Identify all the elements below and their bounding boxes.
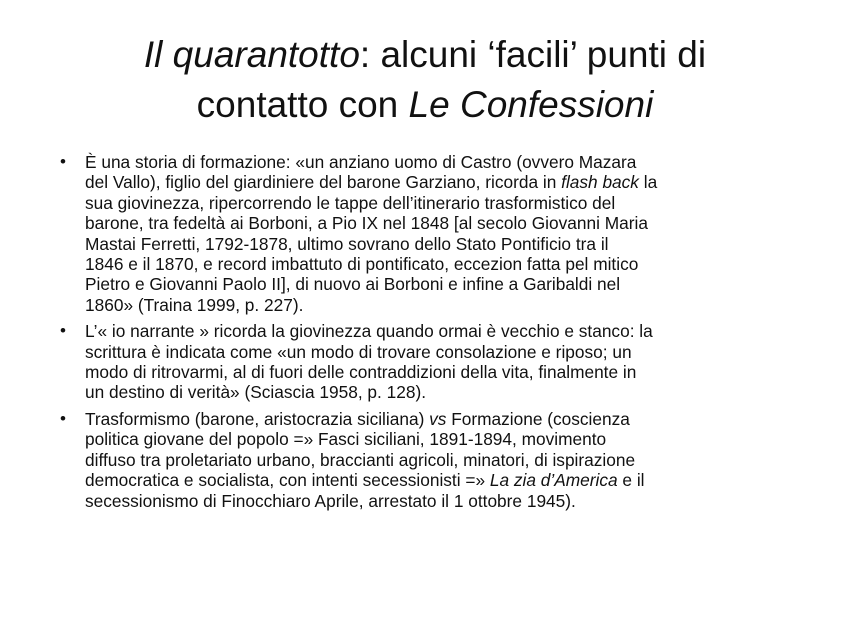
bullet-line: barone, tra fedeltà ai Borboni, a Pio IX nel 1848 [al secolo Giovanni Maria [85,213,648,234]
title-line-2 [40,80,810,130]
title-line-2-plain: contatto con [196,84,409,125]
bullet-line: L’« io narrante » ricorda la giovinezza quando ormai è vecchio e stanco: la [85,321,653,342]
bullet-line: diffuso tra proletariato urbano, braccianti agricoli, minatori, di ispirazione [85,449,636,470]
text-run: la [638,172,658,193]
title-line-1-rest: : alcuni ‘facili’ punti di [359,34,707,75]
bullet-line: secessionismo di Finocchiaro Aprile, arrestato il 1 ottobre 1945). [85,490,576,511]
bullet-line: Pietro e Giovanni Paolo II], di nuovo ai Borboni e infine a Garibaldi nel [85,274,621,295]
bullet-item [60,321,800,403]
bullet-dot: • [60,321,66,341]
bullet-item [60,152,800,315]
title-italic-le-confessioni: Le Confessioni [408,84,654,125]
text-run: Formazione (coscienza [446,408,630,429]
italic-flash-back: flash back [561,172,639,193]
bullet-line: un destino di verità» (Sciascia 1958, p. 128). [85,382,427,403]
bullet-line: 1860» (Traina 1999, p. 227). [85,294,304,315]
text-run: e il [617,470,645,491]
slide-title [40,30,810,130]
bullet-line: 1846 e il 1870, e record imbattuto di pontificato, eccezion fatta pel mitico [85,254,639,275]
bullet-line: sua giovinezza, ripercorrendo le tappe dell’itinerario trasformistico del [85,192,616,213]
bullet-dot: • [60,408,66,428]
bullet-line: È una storia di formazione: «un anziano uomo di Castro (ovvero Mazara [85,152,637,172]
title-line-1 [40,30,810,80]
text-run: Trasformismo (barone, aristocrazia siciliana) [85,408,430,429]
bullet-line: modo di ritrovarmi, al di fuori delle contraddizioni della vita, finalmente in [85,362,637,383]
title-italic-il-quarantotto: Il quarantotto [143,34,360,75]
bullet-line [85,470,800,490]
bullet-line: politica giovane del popolo =» Fasci siciliani, 1891-1894, movimento [85,429,607,450]
bullet-list [60,152,800,517]
bullet-line: scrittura è indicata come «un modo di trovare consolazione e riposo; un [85,341,632,362]
bullet-dot: • [60,152,66,171]
italic-vs: vs [429,408,447,429]
bullet-item [60,409,800,511]
bullet-line: Mastai Ferretti, 1792-1878, ultimo sovrano dello Stato Pontificio tra il [85,233,609,254]
text-run: del Vallo), figlio del giardiniere del barone Garziano, ricorda in [85,172,562,193]
italic-la-zia-d-america: La zia d’America [489,470,618,491]
bullet-line [85,172,800,192]
text-run: democratica e socialista, con intenti secessionisti =» [85,470,490,491]
bullet-line [85,409,800,429]
